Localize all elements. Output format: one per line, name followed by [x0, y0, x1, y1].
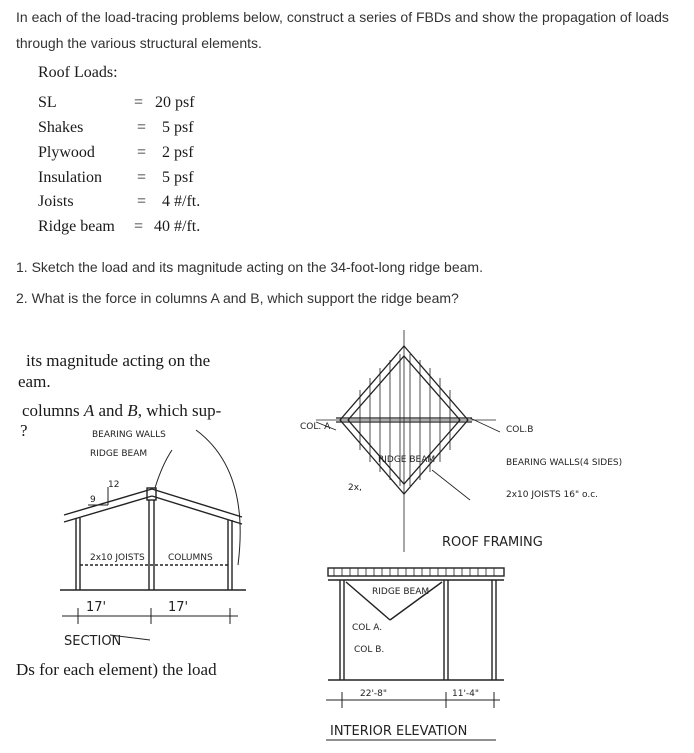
slope-rise-label: 12	[108, 480, 120, 490]
joists-spacing-label: 2x10 JOISTS 16" o.c.	[506, 490, 599, 500]
span-left-label: 17'	[86, 600, 107, 615]
load-value: 5 psf	[162, 119, 194, 136]
section-title: SECTION	[64, 634, 122, 649]
col-b-label: COL.B	[506, 425, 534, 435]
elevation-col-b-label: COL B.	[354, 645, 385, 655]
roof-framing-title: ROOF FRAMING	[442, 535, 543, 550]
span-right-label: 17'	[168, 600, 189, 615]
load-value: 20 psf	[155, 94, 195, 111]
cropped-text-part: and	[94, 401, 128, 420]
equals-sign: =	[137, 144, 147, 161]
equals-sign: =	[137, 169, 147, 186]
roof-slope-right	[152, 489, 242, 517]
elevation-col-a-label: COL A.	[352, 623, 383, 633]
load-value: 4 #/ft.	[162, 193, 201, 210]
label-joists: 2x10 JOISTS	[90, 553, 145, 563]
load-name: Insulation	[38, 169, 102, 186]
intro-paragraph: In each of the load-tracing problems below, construct a series of FBDs and show the propagation of loads through the various structural elements.	[16, 9, 669, 51]
slope-run-label: 9	[90, 495, 96, 505]
roof-band-hatch	[334, 568, 494, 576]
col-a-label: COL. A	[300, 422, 331, 432]
dim-left-label: 22'-8"	[360, 689, 388, 699]
leader-arrow	[155, 450, 172, 488]
cropped-text-line: Ds for each element) the load	[16, 660, 217, 679]
bearing-walls-label: BEARING WALLS(4 SIDES)	[506, 458, 623, 468]
equals-sign: =	[134, 218, 144, 235]
cropped-text-line: eam.	[18, 372, 51, 391]
two-by-label: 2x,	[348, 483, 362, 493]
question-2: 2. What is the force in columns A and B, which support the ridge beam?	[16, 290, 459, 306]
elevation-ridge-beam-label: RIDGE BEAM	[372, 587, 430, 597]
cropped-text-part: , which sup-	[137, 401, 222, 420]
roof-loads-title: Roof Loads:	[38, 64, 118, 81]
label-columns: COLUMNS	[168, 553, 213, 563]
question-1: 1. Sketch the load and its magnitude acting on the 34-foot-long ridge beam.	[16, 259, 483, 275]
load-name: Shakes	[38, 119, 84, 136]
label-ridge-beam: RIDGE BEAM	[90, 449, 148, 459]
load-value: 40 #/ft.	[154, 218, 201, 235]
equals-sign: =	[137, 193, 147, 210]
cropped-text-line: ?	[20, 421, 28, 440]
dim-right-label: 11'-4"	[452, 689, 480, 699]
column-b-letter: B	[127, 401, 138, 420]
load-name: SL	[38, 94, 57, 111]
label-bearing-walls: BEARING WALLS	[92, 430, 166, 440]
cropped-text-line: its magnitude acting on the	[26, 351, 211, 370]
load-name: Joists	[38, 193, 74, 210]
ridge-beam-label: RIDGE BEAM	[378, 455, 436, 465]
leader-arrow	[196, 430, 240, 565]
roof-underside-right	[152, 496, 242, 524]
load-name: Plywood	[38, 144, 95, 161]
load-value: 2 psf	[162, 144, 194, 161]
column-a-letter: A	[83, 401, 95, 420]
leader-arrow	[432, 470, 470, 500]
cropped-text-part: columns	[22, 401, 84, 420]
equals-sign: =	[137, 119, 147, 136]
interior-elevation-title: INTERIOR ELEVATION	[330, 724, 468, 739]
equals-sign: =	[134, 94, 144, 111]
roof-framing-drawing	[316, 330, 500, 552]
load-name: Ridge beam	[38, 218, 115, 235]
load-value: 5 psf	[162, 169, 194, 186]
